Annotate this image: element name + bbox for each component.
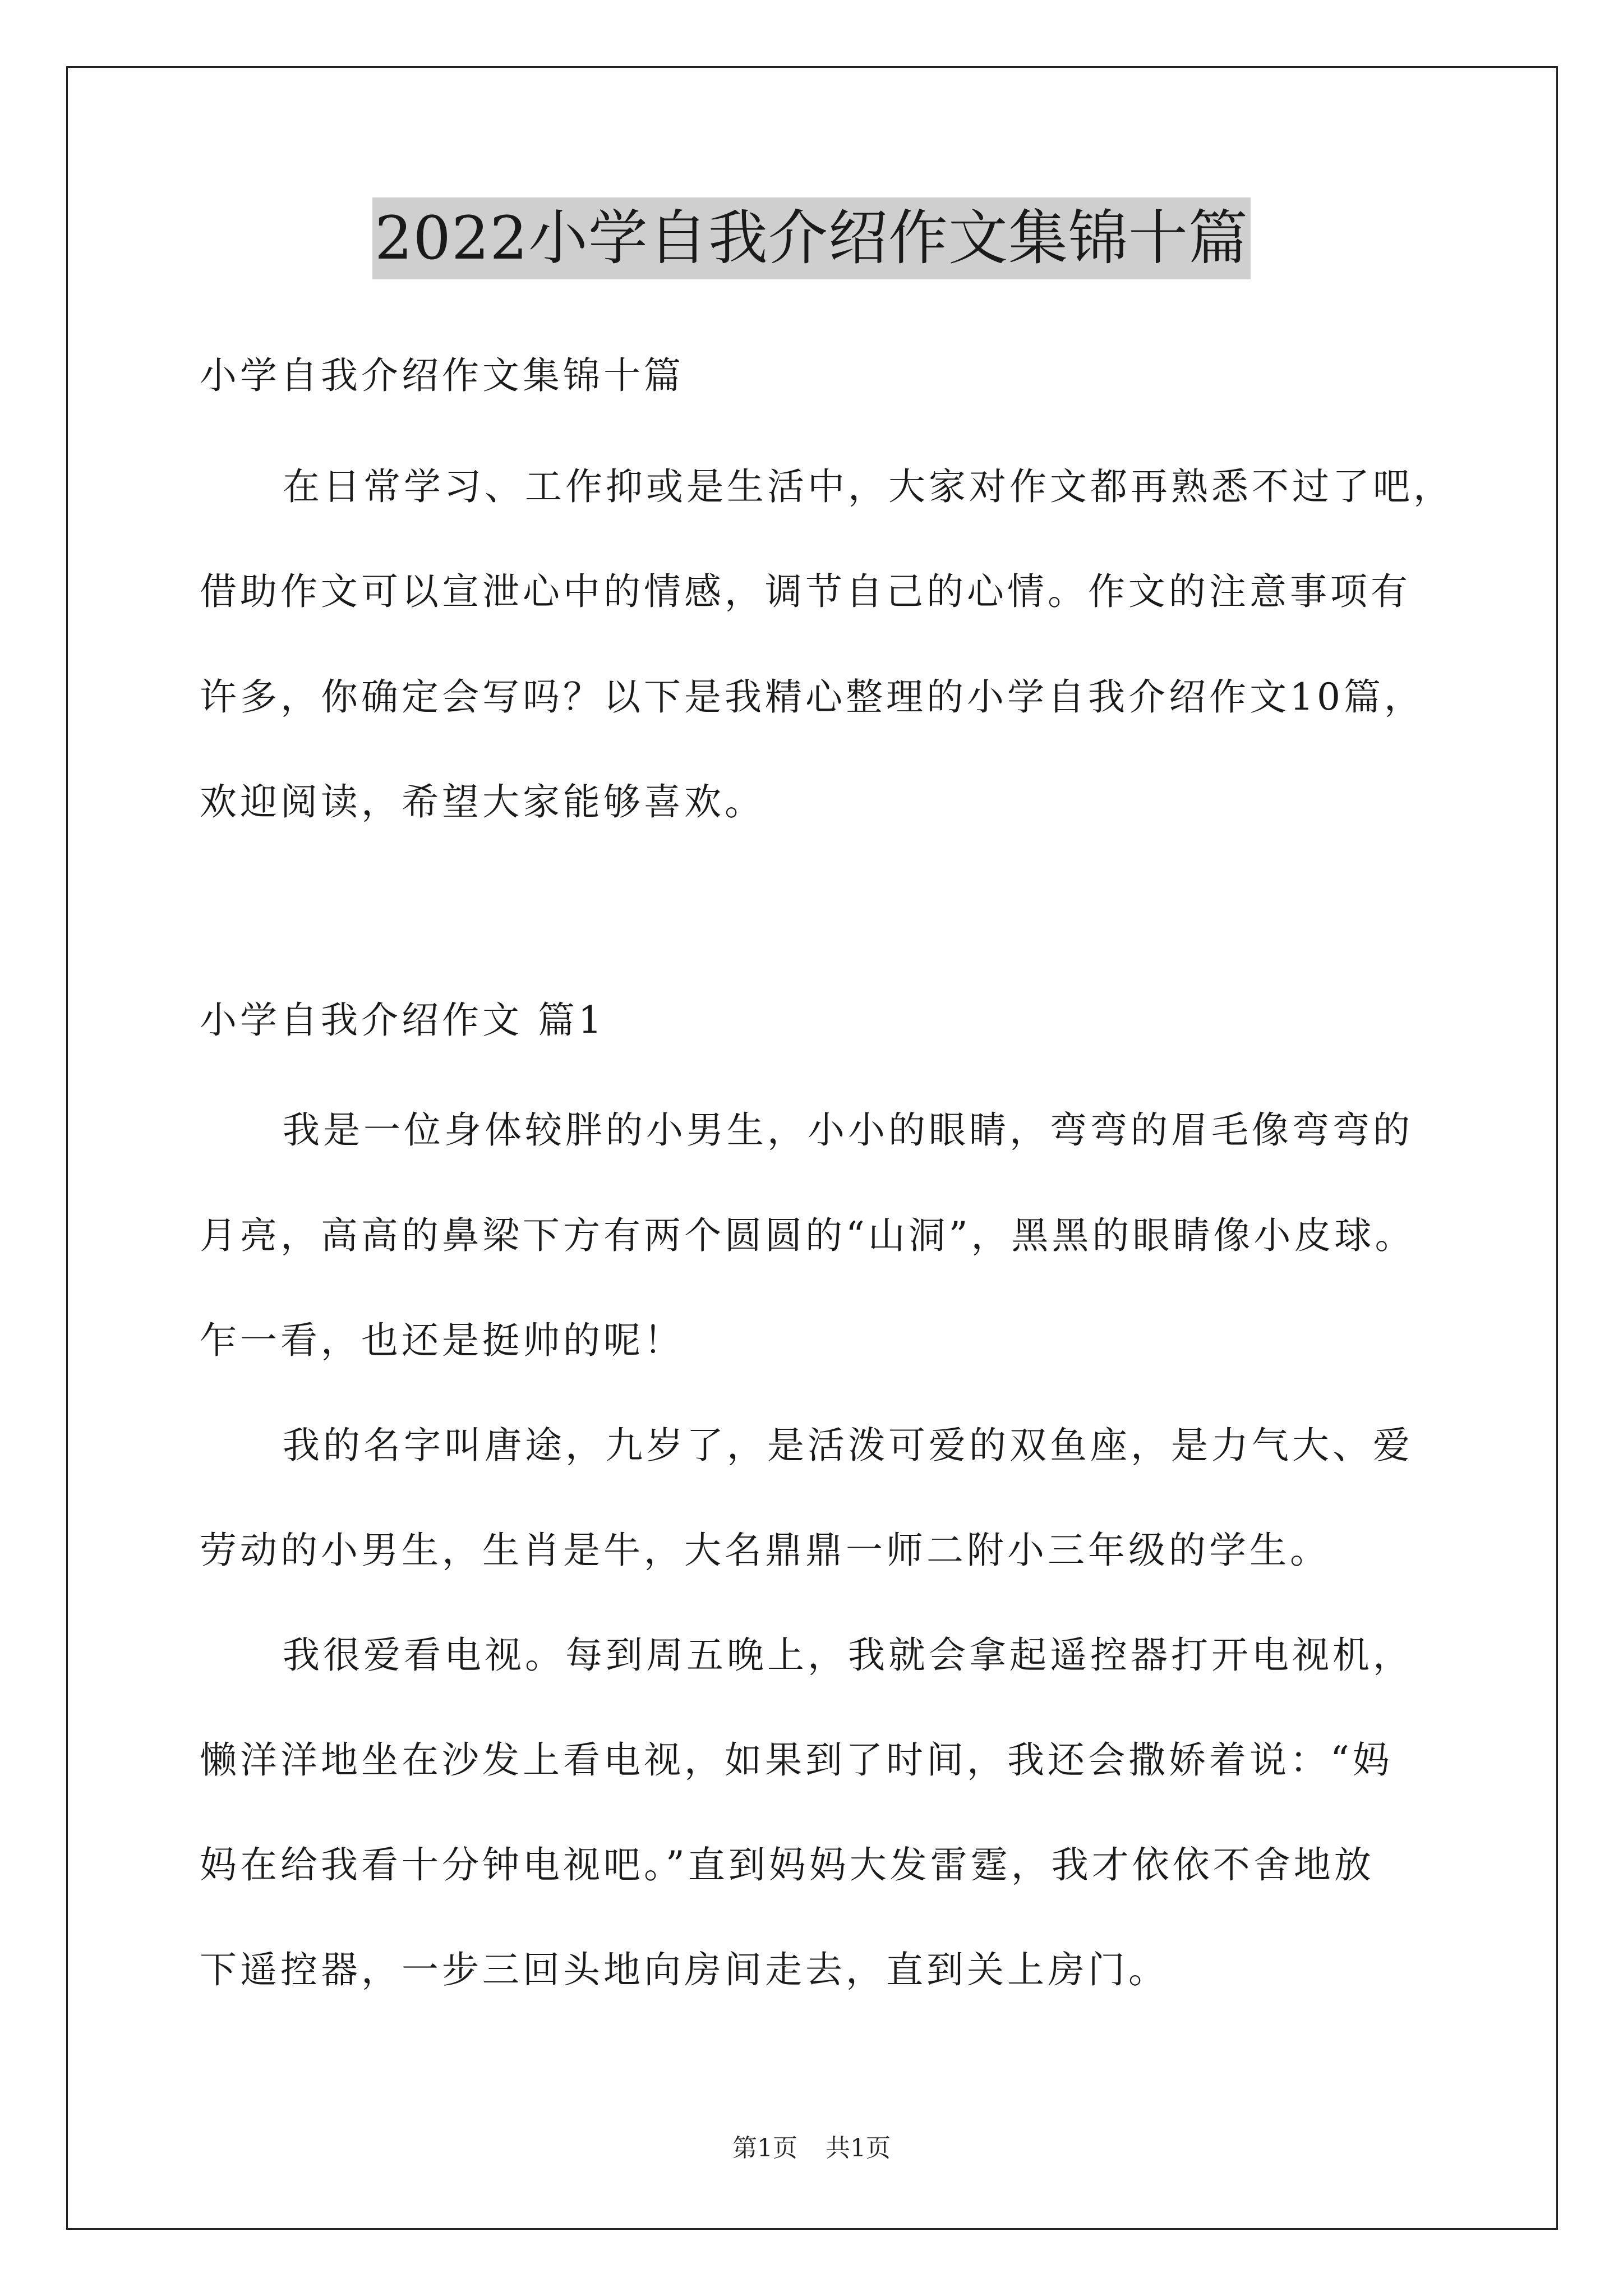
- paragraph3-line: 我很爱看电视。每到周五晚上，我就会拿起遥控器打开电视机，: [283, 1634, 1413, 1677]
- intro-line: 欢迎阅读，希望大家能够喜欢。: [200, 780, 765, 823]
- intro-line: 借助作文可以宣泄心中的情感，调节自己的心情。作文的注意事项有: [200, 570, 1411, 613]
- intro-line: 许多，你确定会写吗？以下是我精心整理的小学自我介绍作文10篇，: [200, 675, 1424, 719]
- section-heading: 小学自我介绍作文 篇1: [200, 999, 605, 1042]
- subtitle: 小学自我介绍作文集锦十篇: [200, 354, 684, 397]
- intro-line: 在日常学习、工作抑或是生活中，大家对作文都再熟悉不过了吧，: [283, 465, 1454, 508]
- page-total: 共1页: [826, 2134, 891, 2162]
- paragraph3-line: 懒洋洋地坐在沙发上看电视，如果到了时间，我还会撒娇着说：“妈: [200, 1738, 1393, 1782]
- paragraph2-line: 劳动的小男生，生肖是牛，大名鼎鼎一师二附小三年级的学生。: [200, 1529, 1330, 1572]
- page-footer: [0, 2132, 1623, 2165]
- title-container: [0, 197, 1623, 279]
- page-number: 第1页: [732, 2134, 797, 2162]
- paragraph3-line: 妈在给我看十分钟电视吧。”直到妈妈大发雷霆，我才依依不舍地放: [200, 1843, 1375, 1887]
- paragraph3-line: 下遥控器，一步三回头地向房间走去，直到关上房门。: [200, 1948, 1169, 1991]
- document-title: 2022小学自我介绍作文集锦十篇: [372, 197, 1251, 279]
- paragraph2-line: 我的名字叫唐途，九岁了，是活泼可爱的双鱼座，是力气大、爱: [283, 1424, 1413, 1467]
- paragraph1-line: 月亮，高高的鼻梁下方有两个圆圆的“山洞”，黑黑的眼睛像小皮球。: [200, 1214, 1415, 1257]
- paragraph1-line: 我是一位身体较胖的小男生，小小的眼睛，弯弯的眉毛像弯弯的: [283, 1108, 1413, 1152]
- paragraph1-line: 乍一看，也还是挺帅的呢！: [200, 1319, 684, 1362]
